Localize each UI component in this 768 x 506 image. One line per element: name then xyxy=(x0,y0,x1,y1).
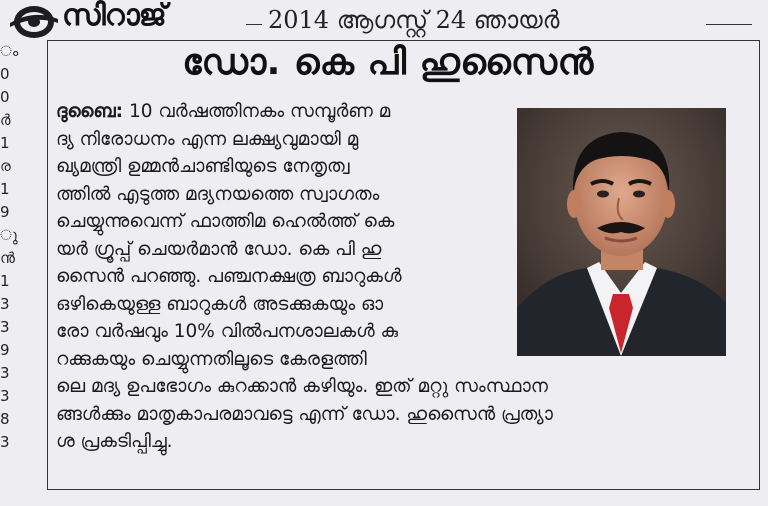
article-place: ദുബൈ: xyxy=(56,101,124,122)
article-line: ദ്യ നിരോധനം എന്ന ലക്ഷ്യവുമായി മു xyxy=(56,128,359,150)
article-line: ങ്ങൾക്കും മാതൃകാപരമാവട്ടെ എന്ന് ഡോ. ഹുസൈൻ പ്രത്യാ xyxy=(56,403,553,425)
article-line: ഖ്യമന്ത്രി ഉമ്മൻചാണ്ടിയുടെ നേതൃത്വ xyxy=(56,156,350,177)
article-line: യർ ഗ്രൂപ്പ് ചെയർമാൻ ഡോ. കെ പി ഹു xyxy=(56,238,382,260)
article-line: ശ പ്രകടിപ്പിച്ചു. xyxy=(56,431,173,452)
article-line: സൈൻ പറഞ്ഞു. പഞ്ചനക്ഷത്ര ബാറുകൾ xyxy=(56,266,402,287)
adjacent-column-fragment: ം 0 0 ർ 1 ര 1 9 ു ൻ 1 3 3 9 3 3 8 3 xyxy=(0,42,19,451)
article-line-text: 10 വർഷത്തിനകം സമ്പൂർണ മ xyxy=(123,101,391,122)
masthead-rule-right xyxy=(706,24,752,25)
issue-date: 2014 ആഗസ്റ്റ് 24 ഞായർ xyxy=(268,6,560,34)
article-line: ചെയ്യുന്നുവെന്ന് ഫാത്തിമ ഹെൽത്ത് കെ xyxy=(56,211,395,232)
masthead xyxy=(0,0,768,44)
newspaper-logo-icon xyxy=(8,3,60,41)
article-line: റക്കുകയും ചെയ്യുന്നതിലൂടെ കേരളത്തി xyxy=(56,348,367,370)
newspaper-name: സിറാജ് xyxy=(62,0,166,33)
article-line xyxy=(56,98,756,126)
article-headline: ഡോ. കെ പി ഹുസൈൻ xyxy=(182,42,594,83)
article-line: രോ വർഷവും 10% വിൽപനശാലകൾ കു xyxy=(56,321,398,342)
article-line: ലെ മദ്യ ഉപഭോഗം കുറക്കാൻ കഴിയും. ഇത് മറ്റു സംസ്ഥാന xyxy=(56,376,548,397)
article-body xyxy=(56,98,756,456)
masthead-rule-left xyxy=(246,24,262,25)
article-line: ഒഴികെയുള്ള ബാറുകൾ അടക്കുകയും ഓ xyxy=(56,293,384,315)
article-line: ത്തിൽ എടുത്ത മദ്യനയത്തെ സ്വാഗതം xyxy=(56,183,380,205)
